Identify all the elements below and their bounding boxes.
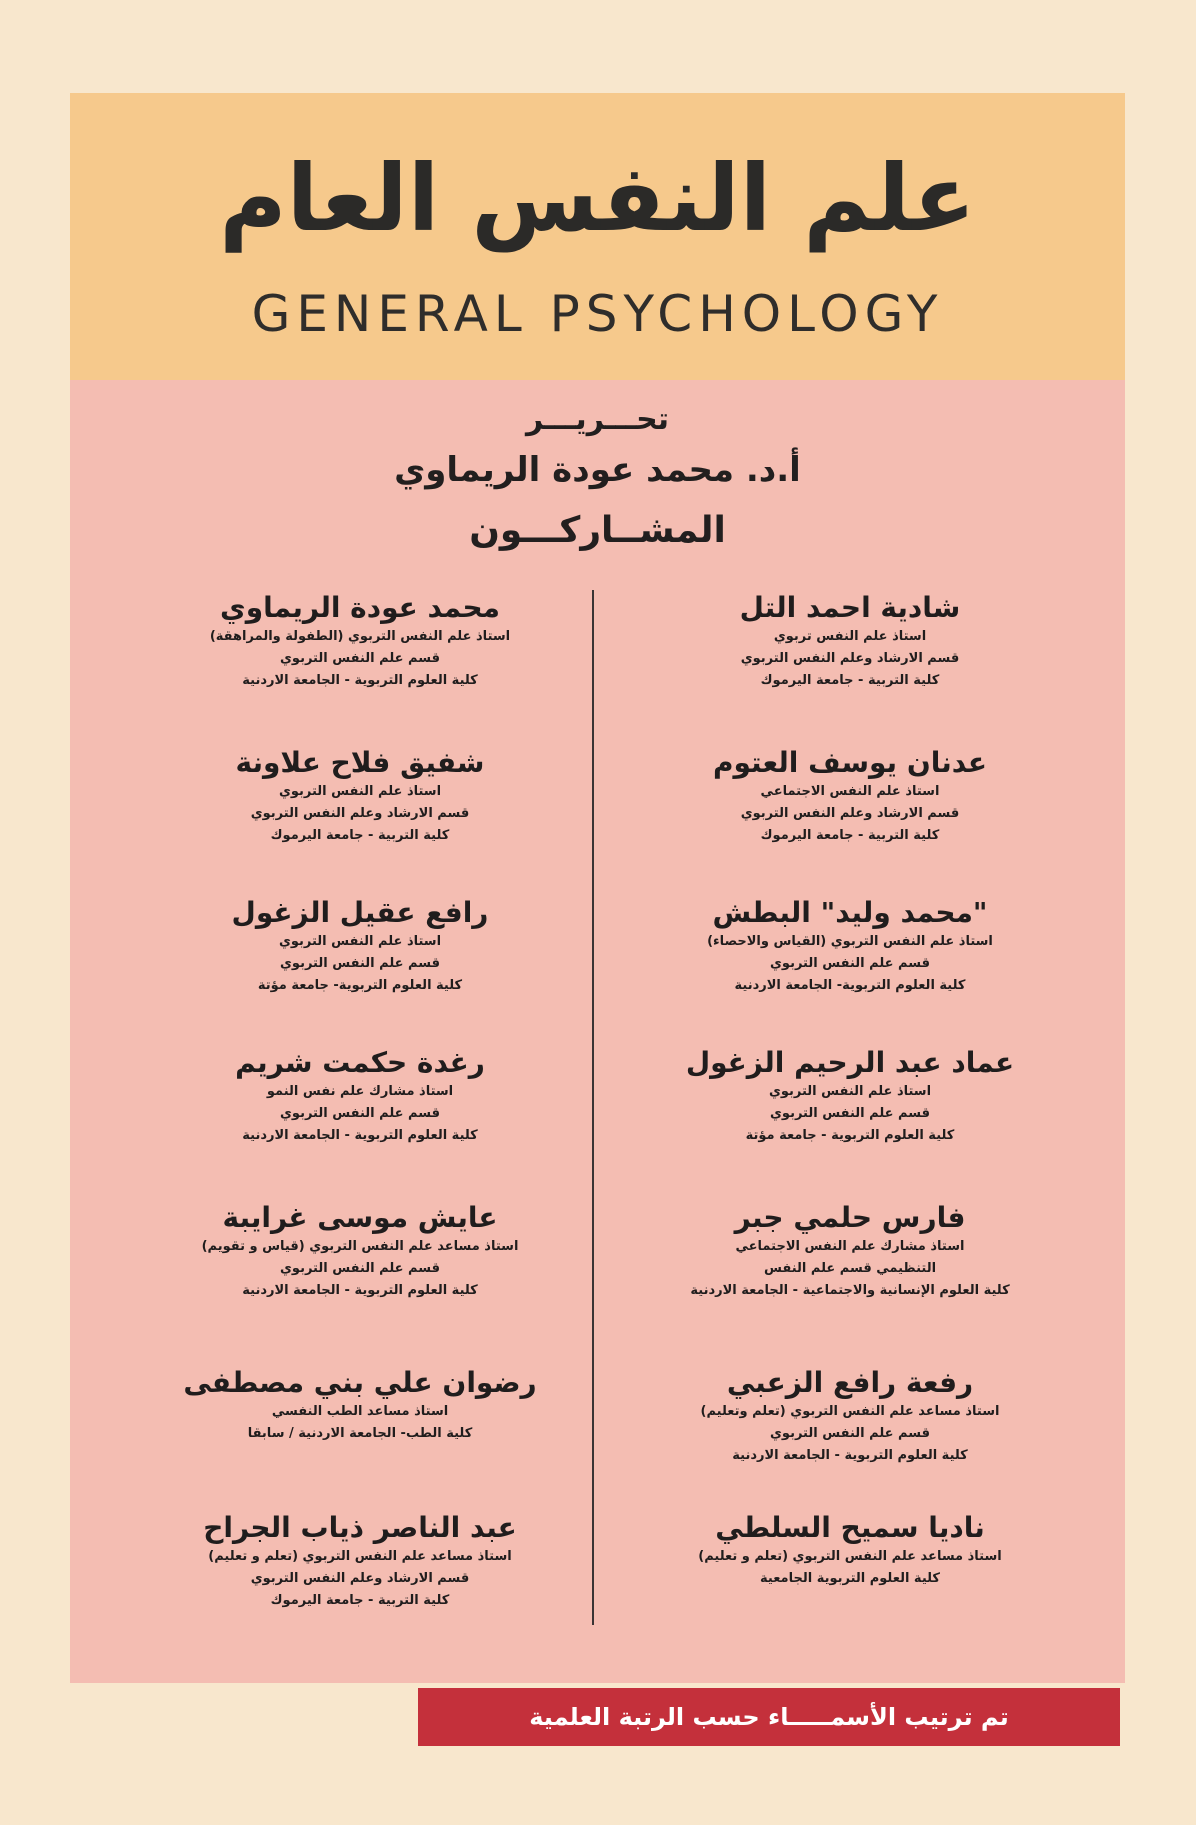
contributor-affiliation: قسم علم النفس التربوي [770, 956, 930, 971]
contributor-affiliation: قسم علم النفس التربوي [770, 1106, 930, 1121]
contributor-affiliation: استاذ مساعد علم النفس التربوي (تعلم وتعليم) [700, 1404, 1000, 1419]
editor-label: تحـــريـــر [526, 402, 669, 437]
contributor-entry [650, 1510, 1050, 1590]
contributor-affiliation: استاذ مساعد علم النفس التربوي (قياس و تقويم) [201, 1239, 519, 1254]
contributor-affiliation: قسم الارشاد وعلم النفس التربوي [250, 1571, 470, 1586]
contributor-affiliation: كلية العلوم التربوية الجامعية [760, 1571, 940, 1586]
contributor-affiliation: كلية العلوم التربوية - الجامعة الاردنية [242, 673, 478, 688]
contributor-affiliation: قسم علم النفس التربوي [280, 1261, 440, 1276]
contributor-affiliation: قسم علم النفس التربوي [280, 651, 440, 666]
contributor-entry [160, 745, 560, 847]
contributor-affiliation: استاذ علم النفس تربوي [773, 629, 927, 644]
contributor-affiliation: كلية التربية - جامعة اليرموك [270, 828, 450, 843]
contributor-name: ناديا سميح السلطي [715, 1511, 985, 1544]
english-title: GENERAL PSYCHOLOGY [251, 285, 944, 343]
contributor-entry [160, 590, 560, 692]
contributor-affiliation: استاذ مشارك علم النفس الاجتماعي [735, 1239, 965, 1254]
contributor-affiliation: كلية العلوم التربوية - جامعة مؤتة [745, 1128, 955, 1143]
contributor-name: عماد عبد الرحيم الزغول [685, 1046, 1015, 1079]
contributor-name: "محمد وليد" البطش [712, 896, 988, 929]
contributor-affiliation: كلية التربية - جامعة اليرموك [760, 828, 940, 843]
contributor-entry [160, 1045, 560, 1147]
contributor-entry [160, 895, 560, 997]
contributor-name: رفعة رافع الزعبي [726, 1366, 974, 1399]
contributor-name: رغدة حكمت شريم [235, 1046, 485, 1079]
contributor-affiliation: استاذ علم النفس التربوي [278, 934, 442, 949]
contributor-affiliation: استاذ علم النفس التربوي (الطفولة والمراهقة) [209, 629, 511, 644]
contributor-entry [160, 1365, 560, 1445]
contributor-name: شفيق فلاح علاونة [235, 746, 485, 779]
contributor-affiliation: استاذ علم النفس الاجتماعي [760, 784, 940, 799]
contributor-affiliation: استاذ مشارك علم نفس النمو [266, 1084, 454, 1099]
contributor-affiliation: قسم علم النفس التربوي [280, 1106, 440, 1121]
contributor-entry [650, 745, 1050, 847]
contributor-name: رافع عقيل الزغول [231, 896, 489, 929]
contributor-name: رضوان علي بني مصطفى [183, 1366, 537, 1399]
contributor-name: محمد عودة الريماوي [220, 591, 500, 624]
contributor-affiliation: كلية العلوم التربوية- جامعة مؤتة [257, 978, 463, 993]
contributor-affiliation: كلية العلوم الإنسانية والاجتماعية - الجامعة الاردنية [690, 1283, 1010, 1298]
book-cover [70, 93, 1125, 1683]
editor-name: أ.د. محمد عودة الريماوي [394, 450, 801, 490]
contributor-name: شادية احمد التل [739, 591, 961, 624]
participants-label: المشــاركـــون [469, 510, 726, 551]
contributor-affiliation: كلية العلوم التربوية- الجامعة الاردنية [734, 978, 966, 993]
contributor-affiliation: قسم علم النفس التربوي [770, 1426, 930, 1441]
contributor-affiliation: كلية التربية - جامعة اليرموك [270, 1593, 450, 1608]
contributor-affiliation: استاذ مساعد الطب النفسي [271, 1404, 449, 1419]
contributor-affiliation: استاذ علم النفس التربوي [768, 1084, 932, 1099]
contributor-affiliation: قسم الارشاد وعلم النفس التربوي [250, 806, 470, 821]
credits-panel [70, 380, 1125, 1683]
contributor-affiliation: التنظيمي قسم علم النفس [763, 1261, 937, 1276]
contributor-affiliation: قسم الارشاد وعلم النفس التربوي [740, 651, 960, 666]
contributor-affiliation: قسم الارشاد وعلم النفس التربوي [740, 806, 960, 821]
contributor-affiliation: استاذ مساعد علم النفس التربوي (تعلم و تعليم) [208, 1549, 512, 1564]
contributor-entry [650, 1045, 1050, 1147]
contributor-affiliation: قسم علم النفس التربوي [280, 956, 440, 971]
contributor-entry [160, 1510, 560, 1612]
contributor-name: عايش موسى غرايبة [222, 1201, 498, 1234]
contributor-entry [650, 590, 1050, 692]
arabic-title: علم النفس العام [219, 145, 976, 252]
contributor-name: عدنان يوسف العتوم [712, 746, 988, 779]
contributor-name: عبد الناصر ذياب الجراح [203, 1511, 517, 1544]
ranking-note: تم ترتيب الأسمـــــاء حسب الرتبة العلمية [418, 1688, 1120, 1746]
contributor-affiliation: كلية العلوم التربوية - الجامعة الاردنية [242, 1283, 478, 1298]
contributor-affiliation: كلية التربية - جامعة اليرموك [760, 673, 940, 688]
contributor-entry [160, 1200, 560, 1302]
contributor-affiliation: استاذ مساعد علم النفس التربوي (تعلم و تعليم) [698, 1549, 1002, 1564]
title-band [70, 93, 1125, 380]
contributor-name: فارس حلمي جبر [734, 1201, 966, 1234]
contributor-entry [650, 895, 1050, 997]
contributor-affiliation: استاذ علم النفس التربوي (القياس والاحصاء) [707, 934, 993, 949]
contributor-affiliation: كلية الطب- الجامعة الاردنية / سابقا [247, 1426, 473, 1441]
column-divider [592, 590, 594, 1625]
contributor-affiliation: كلية العلوم التربوية - الجامعة الاردنية [732, 1448, 968, 1463]
contributor-affiliation: استاذ علم النفس التربوي [278, 784, 442, 799]
contributor-entry [650, 1365, 1050, 1467]
contributor-entry [650, 1200, 1050, 1302]
contributor-affiliation: كلية العلوم التربوية - الجامعة الاردنية [242, 1128, 478, 1143]
